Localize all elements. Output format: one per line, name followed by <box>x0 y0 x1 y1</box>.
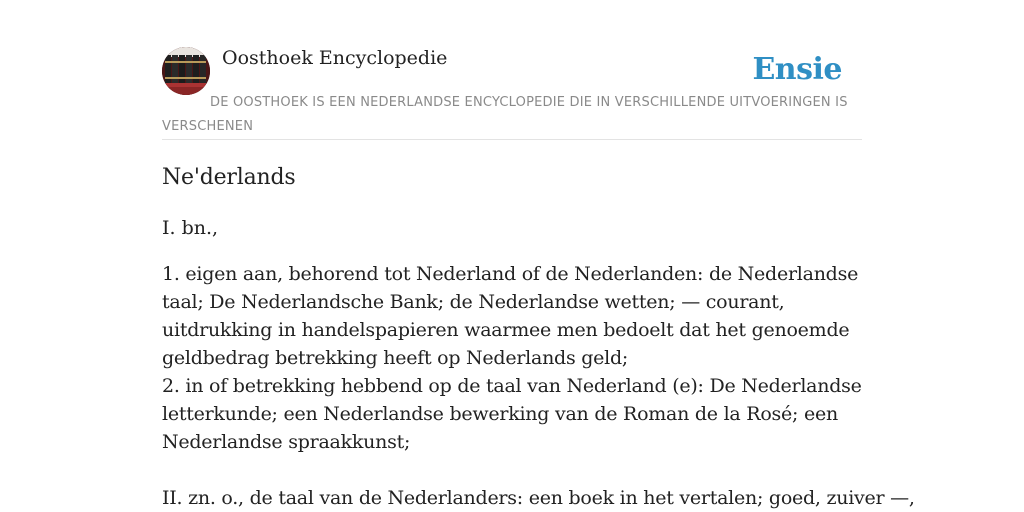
part-one-label: I. bn., <box>162 217 219 239</box>
sense-1: 1. eigen aan, behorend tot Nederland of de Nederlanden: de Nederlandse taal; De Nederlandsche Bank; de Nederlandse wetten; — courant, uitdrukking in handelspapieren waarmee men bedoelt dat het genoemde geldbedrag betrekking heeft op Nederlands geld; <box>162 263 859 369</box>
brand-logo[interactable]: Ensie <box>752 52 842 87</box>
site-header <box>162 40 862 140</box>
site-description: DE OOSTHOEK IS EEN NEDERLANDSE ENCYCLOPEDIE DIE IN VERSCHILLENDE UITVOERINGEN IS VERSCHENEN <box>162 95 848 134</box>
article <box>162 162 915 512</box>
headword: Ne'derlands <box>162 165 296 190</box>
site-title[interactable]: Oosthoek Encyclopedie <box>222 47 448 69</box>
part-two: II. zn. o., de taal van de Nederlanders: een boek in het vertalen; goed, zuiver —, <box>162 487 915 509</box>
encyclopedia-books-icon <box>162 47 210 95</box>
senses <box>162 260 862 456</box>
avatar[interactable] <box>162 47 210 95</box>
sense-2: 2. in of betrekking hebbend op de taal van Nederland (e): De Nederlandse letterkunde; een Nederlandse bewerking van de Roman de la Rosé; een Nederlandse spraakkunst; <box>162 375 862 453</box>
